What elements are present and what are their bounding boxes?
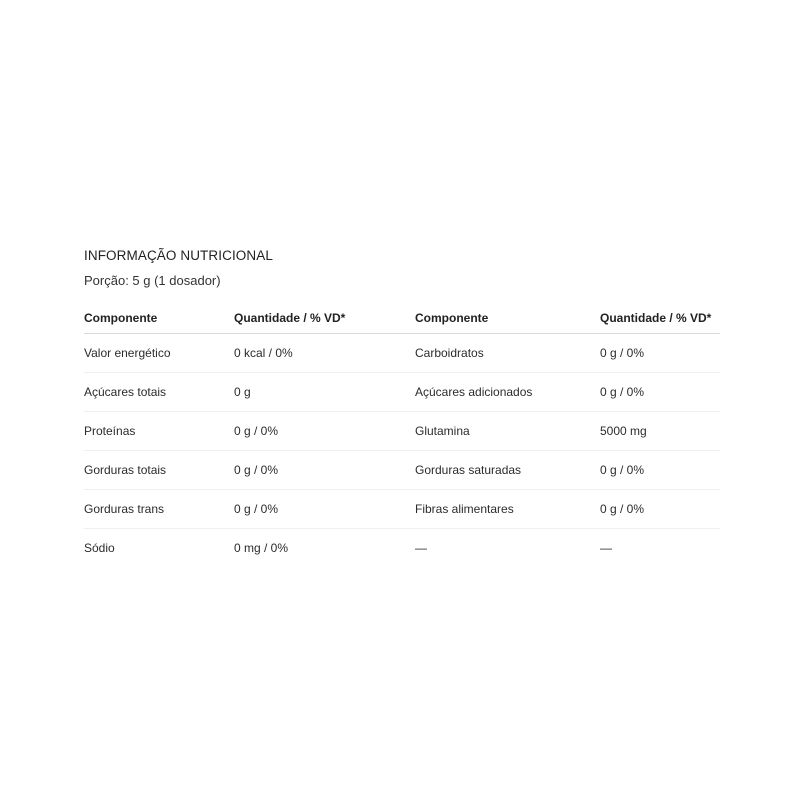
table-cell: — [415, 541, 427, 555]
table-cell: Açúcares totais [84, 373, 234, 412]
page-title: INFORMAÇÃO NUTRICIONAL [84, 248, 273, 263]
table-cell: 5000 mg [600, 412, 720, 451]
header-quantity-2: Quantidade / % VD* [600, 305, 720, 334]
table-row [84, 529, 720, 568]
table-cell: 0 g / 0% [600, 451, 720, 490]
table-header-row [84, 305, 720, 334]
table-row [84, 373, 720, 412]
table-cell: 0 g / 0% [600, 490, 720, 529]
table-cell: Gorduras totais [84, 451, 234, 490]
table-cell: Sódio [84, 541, 115, 555]
table-cell: Gorduras saturadas [415, 451, 600, 490]
table-row [84, 490, 720, 529]
table-cell: Carboidratos [415, 334, 600, 373]
table-cell: 0 g / 0% [234, 412, 415, 451]
table-cell: 0 mg / 0% [234, 541, 289, 555]
table-cell: 0 g / 0% [600, 373, 720, 412]
header-component-2: Componente [415, 305, 600, 334]
table-row [84, 334, 720, 373]
table-cell: — [600, 541, 612, 555]
table-cell: Valor energético [84, 334, 234, 373]
nutrition-table [84, 305, 720, 567]
table-cell: Açúcares adicionados [415, 373, 600, 412]
header-quantity-1: Quantidade / % VD* [234, 305, 415, 334]
table-cell: 0 kcal / 0% [234, 334, 415, 373]
table-cell: 0 g / 0% [234, 451, 415, 490]
nutrition-panel [84, 247, 720, 567]
table-cell: Proteínas [84, 412, 234, 451]
table-cell: 0 g [234, 373, 415, 412]
table-cell: Fibras alimentares [415, 490, 600, 529]
table-cell: Gorduras trans [84, 490, 234, 529]
table-cell: 0 g / 0% [234, 490, 415, 529]
table-row [84, 412, 720, 451]
portion-size: Porção: 5 g (1 dosador) [84, 273, 221, 288]
header-component-1: Componente [84, 305, 234, 334]
table-cell: 0 g / 0% [600, 334, 720, 373]
table-row [84, 451, 720, 490]
table-cell: Glutamina [415, 412, 600, 451]
